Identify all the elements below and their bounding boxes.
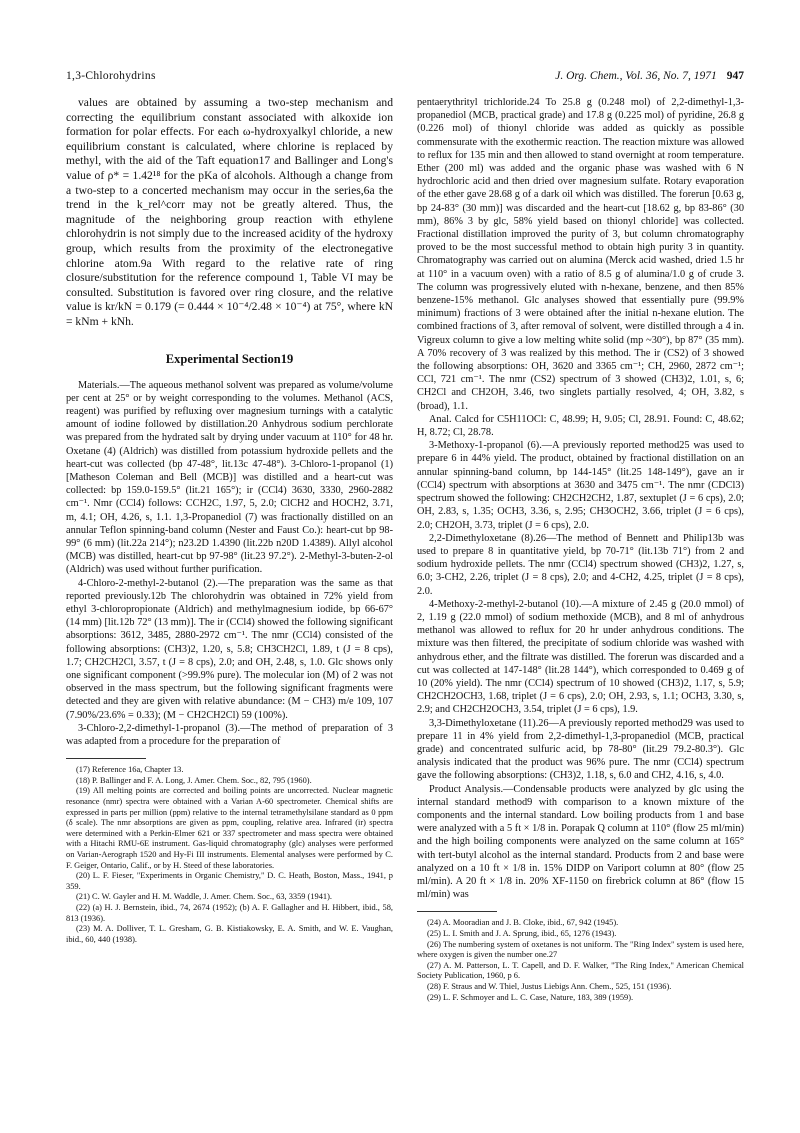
footnote: (23) M. A. Dolliver, T. L. Gresham, G. B. Kistiakowsky, E. A. Smith, and W. E. Vaughan, ibid., 60, 440 (1938). [66, 924, 393, 944]
page-number: 947 [726, 70, 744, 82]
compound-2-paragraph: 4-Chloro-2-methyl-2-butanol (2).—The preparation was the same as that reported previously.12b The chlorohydrin was obtained in 72% yield from ethyl 3-chloropropionate (Aldrich) and methylmagnesium iodide, bp 66-67° (14 mm) [lit.12b 72° (13 mm)]. The ir (CCl4) showed the following significant absorptions: 3612, 3485, 2880-2972 cm⁻¹. The nmr (CCl4) consisted of the following absorptions: (CH3)2, 1.20, s, 5.8; CH3CH2Cl, 1.89, t (J = 8 cps), 1.7; CH2CH2Cl, 3.57, t (J = 8 cps), 2.0; and OH, 2.48, s, 1.0. Glc shows only one significant component (>99.9% pure). The molecular ion (M) of 2 was not observed in the mass spectrum, but the following significant fragments were detected and they are given with relative abundance: (M − CH3) m/e 109, 107 (7.90%/23.6% = 0.33); (M − CH2CH2Cl) 59 (100%). [66, 577, 393, 721]
footnote: (25) L. I. Smith and J. A. Sprung, ibid., 65, 1276 (1943). [427, 928, 617, 938]
footnote: (24) A. Mooradian and J. B. Cloke, ibid., 67, 942 (1945). [427, 918, 619, 928]
footnote: (29) L. F. Schmoyer and L. C. Case, Nature, 183, 389 (1959). [427, 992, 634, 1002]
footnote-divider [417, 911, 497, 912]
compound-11-paragraph: 3,3-Dimethyloxetane (11).26—A previously reported method29 was used to prepare 11 in 4% yield from 2,2-dimethyl-1,3-propanediol (MCB, practical grade) and concentrated sulfuric acid, bp 78-80° (lit.29 79.2-80.3°). Glc analysis indicated that the product was 96% pure. The nmr (CCl4) spectrum gave the following absorptions: (CH3)2, 1.18, s, 6.0 and CH2, 4.16, s, 4.0. [417, 717, 744, 782]
running-header-left: 1,3-Chlorohydrins [66, 70, 156, 82]
footnote: (20) L. F. Fieser, "Experiments in Organic Chemistry," D. C. Heath, Boston, Mass., 1941, p 359. [66, 871, 393, 891]
compound-10-paragraph: 4-Methoxy-2-methyl-2-butanol (10).—A mixture of 2.45 g (20.0 mmol) of 2, 1.19 g (22.0 mmol) of sodium methoxide (MCB), and 8 ml of anhydrous methanol was allowed to reflux for 20 hr under anhydrous conditions. The mixture was then filtered, the precipitate of sodium chloride was washed with anhydrous ether, and the filtrate was distilled. The forerun was discarded and a cut was collected at 147-148° (lit.28 144°), which corresponded to 0.469 g of 10 (20% yield). The nmr (CCl4) spectrum of 10 showed (CH3)2, 1.17, s, 5.9; CH2CH2OCH3, 1.68, triplet (J = 6 cps), 2.0; OH, 2.93, s, 1.1; OCH3, 3.30, s, 2.9; and CH2CH2OCH3, 3.54, triplet (J = 6 cps), 1.9. [417, 598, 744, 716]
right-column [417, 96, 744, 1003]
footnote: (21) C. W. Gayler and H. M. Waddle, J. Amer. Chem. Soc., 63, 3359 (1941). [76, 892, 332, 902]
footnote-divider [66, 758, 146, 759]
compound-6-paragraph: 3-Methoxy-1-propanol (6).—A previously reported method25 was used to prepare 6 in 44% yield. The product, obtained by fractional distillation on an annular spinning-band column, bp 144-145° (lit.25 148-149°), gave an ir (CCl4) spectrum with absorptions at 3630 and 3475 cm⁻¹. The nmr (CDCl3) spectrum showed the following: CH2CH2CH2, 1.87, sextuplet (J = 6 cps), 2.0; OH, 2.83, s, 1.35; OCH3, 3.36, s, 2.95; CH3OCH2, 3.66, triplet (J = 6 cps), 2.0; CH2OH, 3.73, triplet (J = 6 cps), 2.0. [417, 440, 744, 531]
section-title: Experimental Section19 [165, 351, 294, 366]
footnote: (22) (a) H. J. Bernstein, ibid., 74, 2674 (1952); (b) A. F. Gallagher and H. Hibbert, ibid., 58, 813 (1936). [66, 902, 393, 923]
materials-paragraph: Materials.—The aqueous methanol solvent was prepared as volume/volume per cent at 25° or by weight corresponding to the volumes. Methanol (ACS, reagent) was purified by refluxing over magnesium turnings with a catalytic amount of iodine followed by distillation.20 Anhydrous sodium perchlorate was prepared from the hydrated salt by drying under vacuum at 110° for 48 hr. Oxetane (4) (Aldrich) was distilled from potassium hydroxide pellets and the heart-cut was collected (bp 47-48°, lit.13c 47-48°). 3-Chloro-1-propanol (1) [Matheson Coleman and Bell (MCB)] was distilled and a heart-cut was collected: bp 159.0-159.5° (lit.21 165°); ir (CCl4) 3630, 3330, 2960-2882 cm⁻¹. Nmr (CCl4) follows: CCH2C, 1.97, 5, 2.0; ClCH2 and HOCH2, 3.71, m, 4.1; OH, 4.26, s, 1.1. 1,3-Propanediol (7) was fractionally distilled on an annular Teflon spinning-band column (Nester and Faust Co.): heart-cut bp 98-99° (6 mm) (lit.22a 214°); n23.2D 1.4390 (lit.22b n20D 1.4389). Allyl alcohol (MCB) was distilled, heart-cut bp 97-98° (lit.23 97.2°). 2-Methyl-3-buten-2-ol (Aldrich) was used without further purification. [66, 379, 393, 576]
left-column [66, 96, 393, 945]
analysis-paragraph: Anal. Calcd for C5H11OCl: C, 48.99; H, 9.05; Cl, 28.91. Found: C, 48.62; H, 8.72; Cl, 28.78. [417, 413, 744, 439]
journal-citation: J. Org. Chem., Vol. 36, No. 7, 1971 [555, 70, 717, 82]
product-analysis-paragraph: Product Analysis.—Condensable products were analyzed by glc using the internal standard method9 with comparison to a known mixture of the components and the internal standard. Low boiling products from 1 and base were analyzed with a 5 ft × 1/8 in. Porapak Q column at 110° (flow 25 ml/min) and the high boiling components were analyzed on the same column at 165° with tert-butyl alcohol as the internal standard. Products from 2 and base were analyzed on a 10 ft × 1/8 in. 15% DIDP on Variport column at 80° (flow 25 ml/min). A 20 ft × 1/8 in. 20% XF-1150 on firebrick column at 86° (flow 15 ml/min) was [417, 783, 744, 901]
footnote: (27) A. M. Patterson, L. T. Capell, and D. F. Walker, "The Ring Index," American Chemical Society Publication, 1960, p 6. [417, 960, 744, 981]
footnote: (28) F. Straus and W. Thiel, Justus Liebigs Ann. Chem., 525, 151 (1936). [427, 981, 672, 991]
compound-3-paragraph: 3-Chloro-2,2-dimethyl-1-propanol (3).—The method of preparation of 3 was adapted from a procedure for the preparation of [66, 722, 393, 747]
footnote: (19) All melting points are corrected and boiling points are uncorrected. Nuclear magnetic resonance (nmr) spectra were obtained with a Varian A-60 spectrometer. Chemical shifts are expressed in parts per million (ppm) relative to the internal tetramethylsilane standard as 0 ppm (δ scale). The nmr absorptions are given as ppm, coupling, relative area. Infrared (ir) spectra were determined with a Perkin-Elmer 621 or 337 spectrometer and mass spectra were obtained with a Hitachi RMU-6E instrument. Gas-liquid chromatography (glc) analyses were performed on Varian-Aerograph 1520 and Hy-Fi III instruments. Elemental analyses were performed by C. F. Geiger, Ontario, Calif., or by H. Steed of these laboratories. [66, 786, 393, 870]
footnote: (17) Reference 16a, Chapter 13. [76, 765, 184, 775]
compound-8-paragraph: 2,2-Dimethyloxetane (8).26—The method of Bennett and Philip13b was used to prepare 8 in quantitative yield, bp 70-71° (lit.13b 71°) from 2 and sodium hydroxide pellets. The nmr (CCl4) spectrum showed (CH3)2, 1.27, s, 6.0; 3-CH2, 2.26, triplet (J = 8 cps), 2.0; and 4-CH2, 4.25, triplet (J = 8 cps), 2.0. [417, 532, 744, 597]
running-header-right [555, 70, 744, 82]
footnote: (18) P. Ballinger and F. A. Long, J. Amer. Chem. Soc., 82, 795 (1960). [76, 775, 312, 785]
compound-3-continued-paragraph: pentaerythrityl trichloride.24 To 25.8 g (0.248 mol) of 2,2-dimethyl-1,3-propanediol (MCB, practical grade) and 17.8 g (0.225 mol) of pyridine, 26.8 g (0.226 mol) of thionyl chloride was added as quickly as possible commensurate with the exothermic reaction. The reaction mixture was allowed to reflux for 135 min and then allowed to stand overnight at room temperature. Ether (200 ml) was added and the organic phase was washed with 6 N hydrochloric acid and then dried over magnesium sulfate. Rotary evaporation of the ether gave 28.68 g of a dark oil which was distilled. The forerun [0.63 g, bp 24-83° (30 mm)] was discarded and the heart-cut [18.62 g, bp 83-86° (30 mm), 86% 3 by glc, 58% yield based on thionyl chloride] was collected. Fractional distillation improved the purity of 3, but column chromatography proved to be the most successful method to obtain high purity 3 in quantity. Chromatography was carried out on alumina (Merck acid washed, dried 1.5 hr at 110° in a vacuum oven) with a ratio of 8.5 g of alumina/1.0 g of crude 3. The column was progressively eluted with n-hexane, benzene, and then 85% benzene-15% methanol. Glc analyses showed that essentially pure (99.9% minimum) fractions of 3 were obtained after the initial n-hexane elution. The combined fractions of 3, after removal of solvent, were distilled through a 4 in. Vigreux column to give a low melting white solid (mp ~30°), bp 87° (35 mm). A 70% recovery of 3 was realized by this method. The ir (CS2) of 3 showed the following absorptions: OH, 3620 and 3365 cm⁻¹; CH, 2960, 2872 cm⁻¹; CCl, 721 cm⁻¹. The nmr (CS2) spectrum of 3 showed (CH3)2, 1.01, s, 6; CH2Cl and CH2OH, 3.46, two singlets partially resolved, 4; OH, 3.82, s (broad), 1.1. [417, 97, 744, 412]
footnote: (26) The numbering system of oxetanes is not uniform. The "Ring Index" system is used here, where oxygen is given the number one.27 [417, 939, 744, 960]
intro-paragraph: values are obtained by assuming a two-step mechanism and correcting the equilibrium constant associated with alkoxide ion formation for polar effects. For each ω-hydroxyalkyl chloride, a new equilibrium constant is calculated, where chlorine is replaced by methyl, with the aid of the Taft equation17 and Ballinger and Long's value of ρ* = 1.42¹⁸ for the pKa of alcohols. Although a change from a two-step to a concerted mechanism may occur in the series,6a the trend in the k_rel^corr may not be greatly altered. Thus, the magnitude of the neighboring group reaction with ethylene chlorohydrin is not simply due to the increased acidity of the hydroxy group, which results from the proximity of the electronegative chlorine atom.9a With regard to the relative rate of ring closure/substitution for the reference compound 1, Table VI may be consulted. Substitution is favored over ring closure, and the relative value is kr/kN = 0.179 (= 0.444 × 10⁻⁴/2.48 × 10⁻⁴) at 75°, where kN = kNm + kNh. [66, 96, 393, 328]
